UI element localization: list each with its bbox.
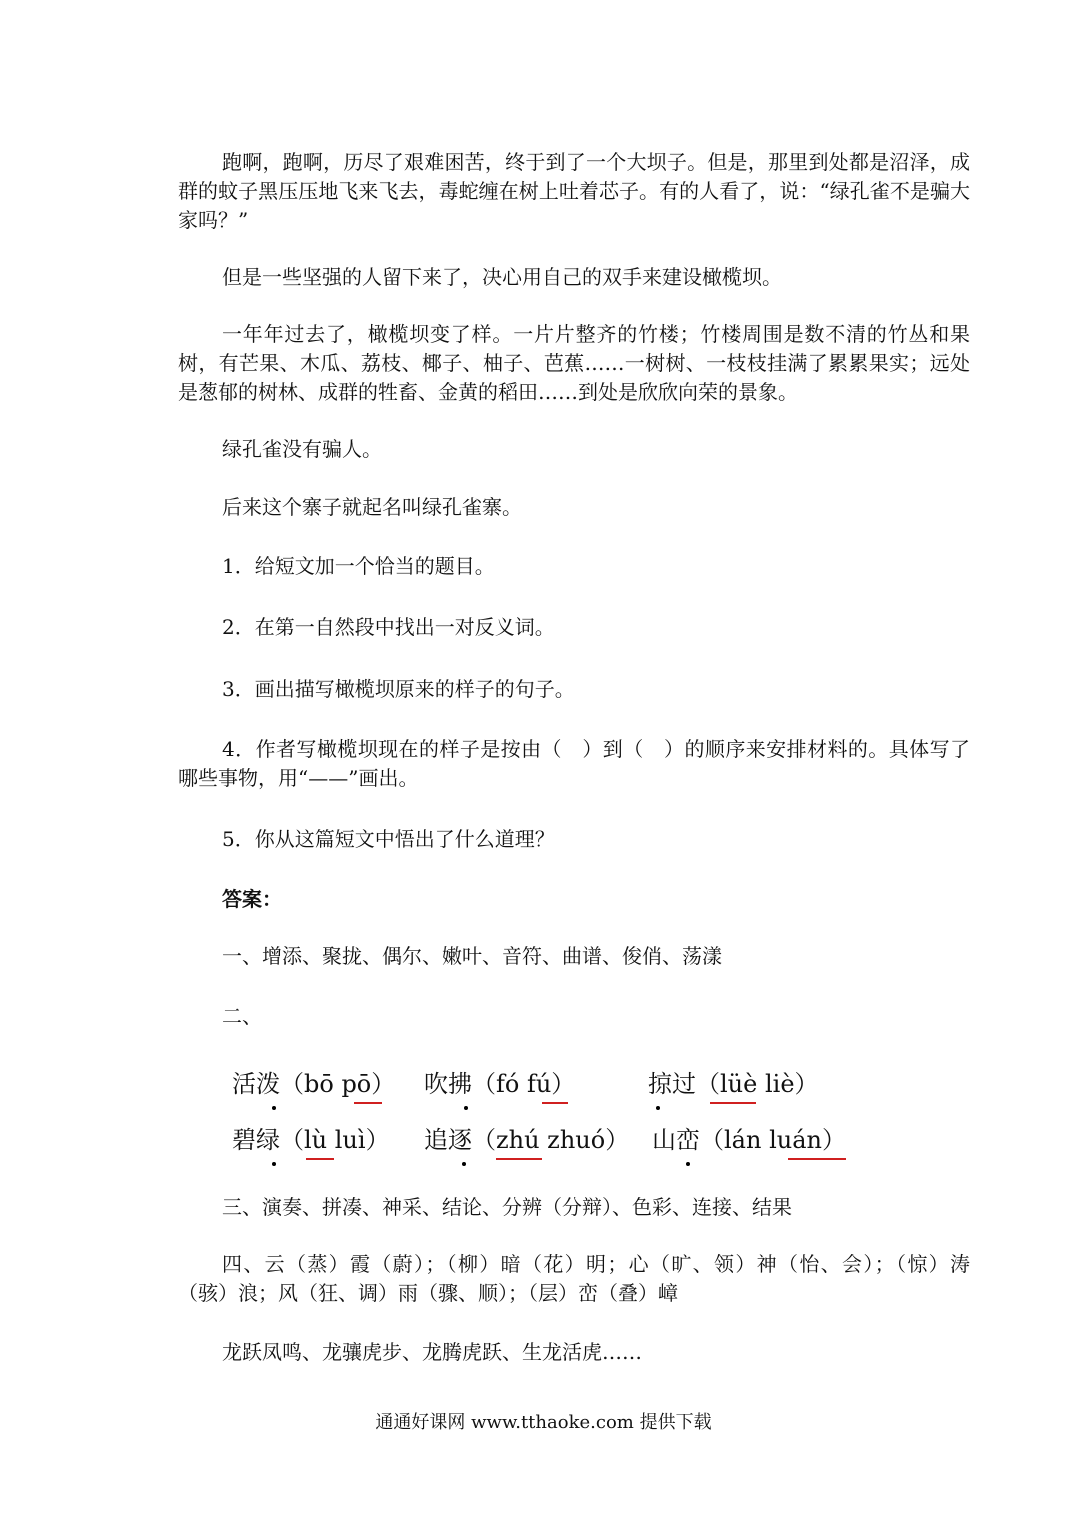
pinyin-item	[232, 1064, 395, 1099]
pinyin-item	[424, 1064, 575, 1099]
answer-3: 三、演奏、拼凑、神采、结论、分辨（分辩）、色彩、连接、结果	[222, 1195, 792, 1219]
story-paragraph-5: 后来这个寨子就起名叫绿孔雀寨。	[222, 495, 522, 519]
answers-heading: 答案：	[222, 887, 282, 911]
story-paragraph-1: 跑啊，跑啊，历尽了艰难困苦，终于到了一个大坝子。但是，那里到处都是沼泽，成群的蚊子黑压压地飞来飞去，毒蛇缠在树上吐着芯子。有的人看了，说：“绿孔雀不是骗大家吗？”	[178, 150, 970, 232]
question-4: 4．作者写橄榄坝现在的样子是按由（ ）到（ ）的顺序来安排材料的。具体写了哪些事物，用“——”画出。	[178, 737, 970, 790]
pinyin-answer-block	[228, 1058, 868, 1168]
red-underline	[542, 1102, 568, 1104]
answer-4: 四、云（蒸）霞（蔚）；（柳）暗（花）明；心（旷、领）神（怡、会）；（惊）涛（骇）浪；风（狂、调）雨（骤、顺）；（层）峦（叠）嶂	[178, 1252, 970, 1305]
answer-5: 龙跃凤鸣、龙骧虎步、龙腾虎跃、生龙活虎……	[222, 1340, 642, 1364]
pinyin-text: 追逐（zhú zhuó）	[424, 1126, 630, 1154]
red-underline	[306, 1158, 334, 1160]
emphasis-dot	[464, 1106, 468, 1110]
pinyin-item	[648, 1064, 819, 1099]
red-underline	[710, 1102, 756, 1104]
pinyin-item	[232, 1120, 390, 1155]
pinyin-item	[424, 1120, 629, 1155]
story-paragraph-3: 一年年过去了，橄榄坝变了样。一片片整齐的竹楼；竹楼周围是数不清的竹丛和果树，有芒果、木瓜、荔枝、椰子、柚子、芭蕉……一树树、一枝枝挂满了累累果实；远处是葱郁的树林、成群的牲畜、金黄的稻田……到处是欣欣向荣的景象。	[178, 322, 970, 404]
answer-1: 一、增添、聚拢、偶尔、嫩叶、音符、曲谱、俊俏、荡漾	[222, 944, 722, 968]
pinyin-text: 活泼（bō pō）	[232, 1070, 396, 1098]
story-paragraph-4: 绿孔雀没有骗人。	[222, 437, 382, 461]
question-3: 3．画出描写橄榄坝原来的样子的句子。	[222, 677, 575, 701]
story-paragraph-2: 但是一些坚强的人留下来了，决心用自己的双手来建设橄榄坝。	[222, 265, 782, 289]
pinyin-text: 碧绿（lù luì）	[232, 1126, 390, 1154]
emphasis-dot	[656, 1106, 660, 1110]
question-5: 5．你从这篇短文中悟出了什么道理？	[222, 827, 555, 851]
pinyin-text: 吹拂（fó fú）	[424, 1070, 576, 1098]
red-underline	[788, 1158, 846, 1160]
emphasis-dot	[462, 1162, 466, 1166]
question-1: 1．给短文加一个恰当的题目。	[222, 554, 495, 578]
pinyin-text: 掠过（lüè liè）	[648, 1070, 819, 1098]
emphasis-dot	[272, 1106, 276, 1110]
pinyin-item	[652, 1120, 846, 1155]
emphasis-dot	[272, 1162, 276, 1166]
pinyin-text: 山峦（lán luán）	[652, 1126, 846, 1154]
question-2: 2．在第一自然段中找出一对反义词。	[222, 615, 555, 639]
emphasis-dot	[686, 1162, 690, 1166]
answer-2-label: 二、	[222, 1004, 262, 1028]
red-underline	[496, 1158, 542, 1160]
page-footer: 通通好课网 www.tthaoke.com 提供下载	[375, 1412, 712, 1433]
red-underline	[354, 1102, 382, 1104]
